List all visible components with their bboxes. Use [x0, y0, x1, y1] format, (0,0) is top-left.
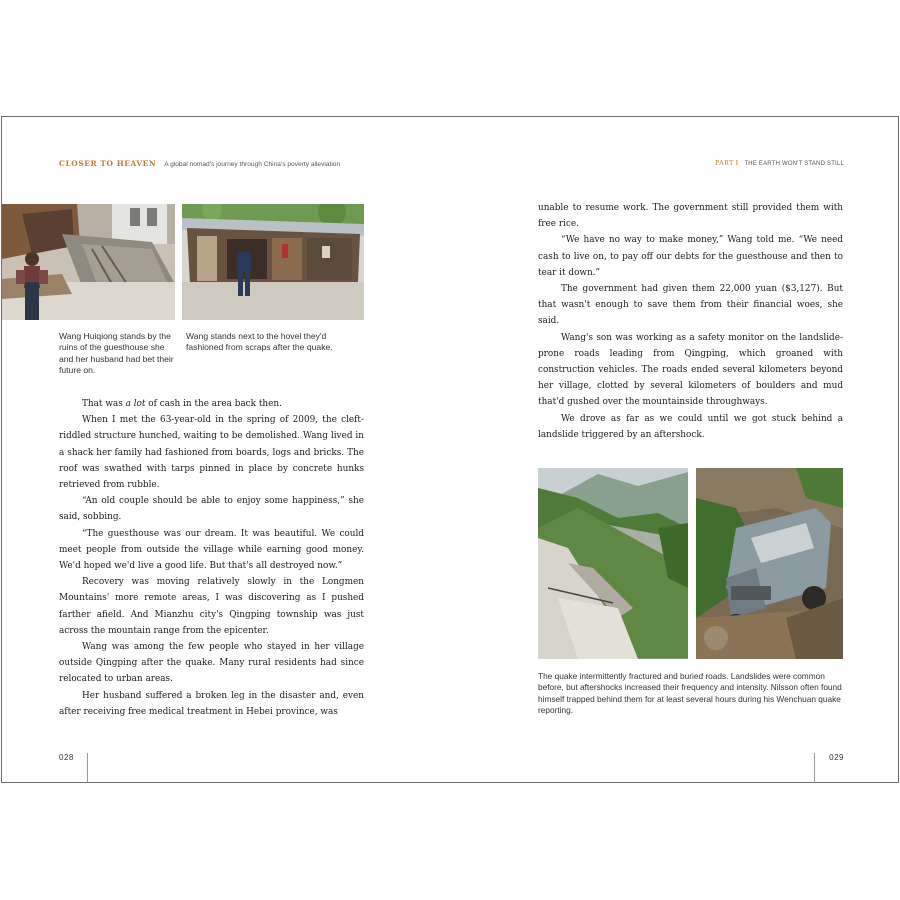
emphasis: a lot: [125, 399, 146, 409]
folio-divider-right: [814, 753, 815, 783]
paragraph: Wang's son was working as a safety monitor on the landslide-prone roads leading from Qingping, which groaned with construction vehicles. The roads ended several kilometers beyond her village, clotted by several kilometers of boulders and mud that'd gushed over the mountainside throughways.: [538, 332, 843, 408]
paragraph: Wang was among the few people who stayed in her village outside Qingping after the quake. Many rural residents had since relocated to urban areas.: [59, 642, 364, 685]
paragraph: “An old couple should be able to enjoy some happiness,” she said, sobbing.: [59, 496, 364, 523]
buried-car-photo: [696, 468, 843, 659]
running-header-left: [59, 159, 340, 168]
running-header-right: [715, 159, 844, 167]
paragraph: That was a lot of cash in the area back then.: [82, 399, 282, 409]
photo-caption-1: Wang Huiqiong stands by the ruins of the guesthouse she and her husband had bet their future on.: [59, 331, 174, 375]
paragraph: “We have no way to make money,” Wang told me. “We need cash to live on, to pay off our debts for the guesthouse and then to tear it down.”: [538, 235, 843, 278]
book-spread: [1, 116, 899, 783]
paragraph: unable to resume work. The government still provided them with free rice.: [538, 203, 843, 230]
part-label: PART I: [715, 159, 739, 167]
photo-caption-2: Wang stands next to the hovel they'd fashioned from scraps after the quake.: [186, 331, 333, 353]
book-title: CLOSER TO HEAVEN: [59, 159, 157, 168]
paragraph: We drove as far as we could until we got stuck behind a landslide triggered by an aftershock.: [538, 413, 843, 440]
paragraph: “The guesthouse was our dream. It was beautiful. We could meet people from outside the village while earning good money. We'd hoped we'd live a good life. But that's all destroyed now.”: [59, 528, 364, 572]
left-page: [2, 117, 451, 782]
woman-by-ruins-photo: [2, 204, 175, 320]
road-photos-caption: The quake intermittently fractured and buried roads. Landslides were common before, but aftershocks increased their frequency and intensity. Nilsson often found himself trapped behind them for at least several hours during his Wenchuan quake reporting.: [538, 671, 842, 715]
paragraph: Recovery was moving relatively slowly in the Longmen Mountains' more remote areas, I was discovering as I pushed farther afield. And Mianzhu city's Qingping township was just across the mountain range from the epicenter.: [59, 577, 364, 636]
paragraph: When I met the 63-year-old in the spring of 2009, the cleft-riddled structure hunched, waiting to be demolished. Wang lived in a shack her family had fashioned from boards, logs and bricks. The roof was swathed with tarps pinned in place by concrete hunks retrieved from rubble.: [59, 415, 364, 491]
right-page: [451, 117, 900, 782]
book-subtitle: A global nomad's journey through China's poverty alleviation: [164, 161, 341, 168]
page-number-right: 029: [829, 753, 844, 762]
folio-divider-left: [87, 753, 88, 783]
fractured-road-photo: [538, 468, 688, 659]
chapter-title: THE EARTH WON'T STAND STILL: [744, 161, 844, 167]
paragraph: The government had given them 22,000 yuan ($3,127). But that wasn't enough to save them from their financial woes, she said.: [538, 284, 843, 327]
man-by-hovel-photo: [182, 204, 364, 320]
right-body-text: [538, 200, 843, 443]
left-body-text: [59, 396, 364, 720]
paragraph: Her husband suffered a broken leg in the disaster and, even after receiving free medical treatment in Hebei province, was: [59, 690, 364, 717]
page-number-left: 028: [59, 753, 74, 762]
